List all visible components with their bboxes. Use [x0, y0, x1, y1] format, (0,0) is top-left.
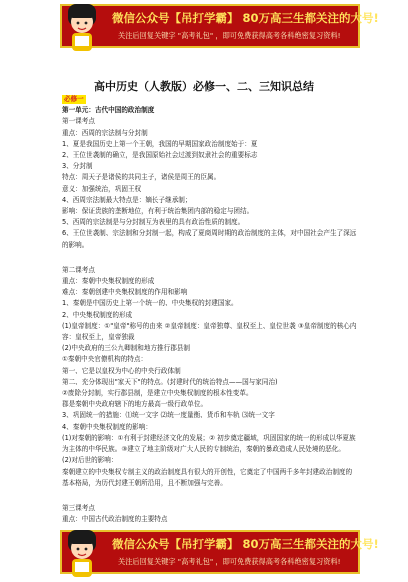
text-line: 5、西周的宗法制是与分封制互为表里的具有政治性质的制度。 [62, 218, 245, 227]
text-line: 第二课考点 [62, 265, 95, 274]
text-line: 郡是秦朝中央政府辖下的地方最高一级行政单位。 [62, 400, 208, 409]
text-line: 1、秦朝是中国历史上第一个统一的、中央集权的封建国家。 [62, 299, 238, 308]
banner-subline: 关注后回复关键字 "高考礼包" ，即可免费获得高考各科绝密复习资料! [118, 31, 341, 40]
text-line: 2、中央集权制度的形成 [62, 310, 133, 319]
text-line: 第三课考点 [62, 503, 95, 512]
text-line: (2)中央政府的三公九卿制和地方推行郡县制 [62, 344, 191, 353]
banner-subline: 关注后回复关键字 "高考礼包" ，即可免费获得高考各科绝密复习资料! [118, 557, 341, 566]
text-line: 重点：秦朝中央集权制度的形成 [62, 277, 155, 286]
text-line: 意义：加强统治，巩固王权 [62, 184, 142, 193]
text-line: 6、王位世袭制、宗法制和分封制一起，构成了夏商周时期的政治制度的主体，对中国社会产生了深远的影响。 [62, 229, 357, 249]
promo-banner-bottom[interactable] [60, 530, 379, 574]
text-line: 1、夏是我国历史上第一个王朝，我国的早期国家政治制度始于：夏 [62, 139, 258, 148]
text-line: 3、分封制 [62, 162, 93, 171]
text-line: 第一、它是以皇权为中心的中央行政体制 [62, 366, 181, 375]
text-line: ②废除分封制，实行郡县制，是建立中央集权制度的根本性变革。 [62, 389, 253, 398]
text-line: 影响：保证贵族的垄断地位，有利于统治集团内部的稳定与团结。 [62, 207, 254, 216]
section-tag: 必修一 [64, 95, 84, 103]
text-line: 3、巩固统一的措施：⑴统一文字 ⑵统一度量衡、货币和车轨 ⑶统一文字 [62, 411, 275, 420]
document-body [62, 94, 358, 525]
text-line: 难点：秦朝创建中央集权制度的作用和影响 [62, 288, 188, 297]
banner-headline: 微信公众号【吊打学霸】 80万高三生都关注的大号! [112, 537, 379, 551]
text-line: (1)对秦朝的影响：①有利于封建经济文化的发展；② 初步奠定疆域，巩固国家的统一的形成以华夏族为主体的中华民族。③建立了地主阶级对广大人民的专制统治，秦朝的暴政造成人民处境的恶化。 [62, 433, 356, 454]
text-line: 2、王位世袭制的确立，是我国原始社会过渡到奴隶社会的重要标志 [62, 151, 258, 160]
text-line: (2)对后世的影响： [62, 456, 118, 465]
text-line: 秦朝建立的中央集权专制主义的政治制度具有很大的开创性，它奠定了中国两千多年封建政治制度的基本格局，为历代封建王朝所沿用，且不断加强与完善。 [62, 467, 353, 487]
unit-heading: 第一单元：古代中国的政治制度 [62, 106, 155, 115]
text-line: 重点：中国古代政治制度的主要特点 [62, 515, 168, 524]
text-line: 第二、充分体现出"家天下"的特点。(封建时代的统治特点——国与家同治) [62, 377, 278, 386]
banner-headline: 微信公众号【吊打学霸】 80万高三生都关注的大号! [112, 11, 379, 25]
text-line: 4、西周宗法制最大特点是：嫡长子继承制； [62, 195, 192, 204]
text-line: 重点：西周的宗法制与分封制 [62, 128, 148, 137]
text-line: ①秦朝中央官僚机构的特点： [62, 355, 148, 364]
mascot-girl-icon [60, 526, 104, 582]
promo-banner-top[interactable] [60, 4, 379, 48]
text-line: 第一课考点 [62, 117, 95, 126]
text-line: 4、秦朝中央集权制度的影响： [62, 422, 152, 431]
text-line: (1)皇帝制度：①"皇帝"称号的由来 ②皇帝制度：皇帝独尊、皇权至上、皇位世袭 ③皇帝制度的核心内容：皇权至上，皇帝独裁 [62, 321, 357, 342]
text-line: 特点：周天子是诸侯的共同主子，诸侯是周王的臣属。 [62, 173, 221, 182]
mascot-girl-icon [60, 0, 104, 56]
page-title: 高中历史（人教版）必修一、二、三知识总结 [94, 80, 314, 93]
